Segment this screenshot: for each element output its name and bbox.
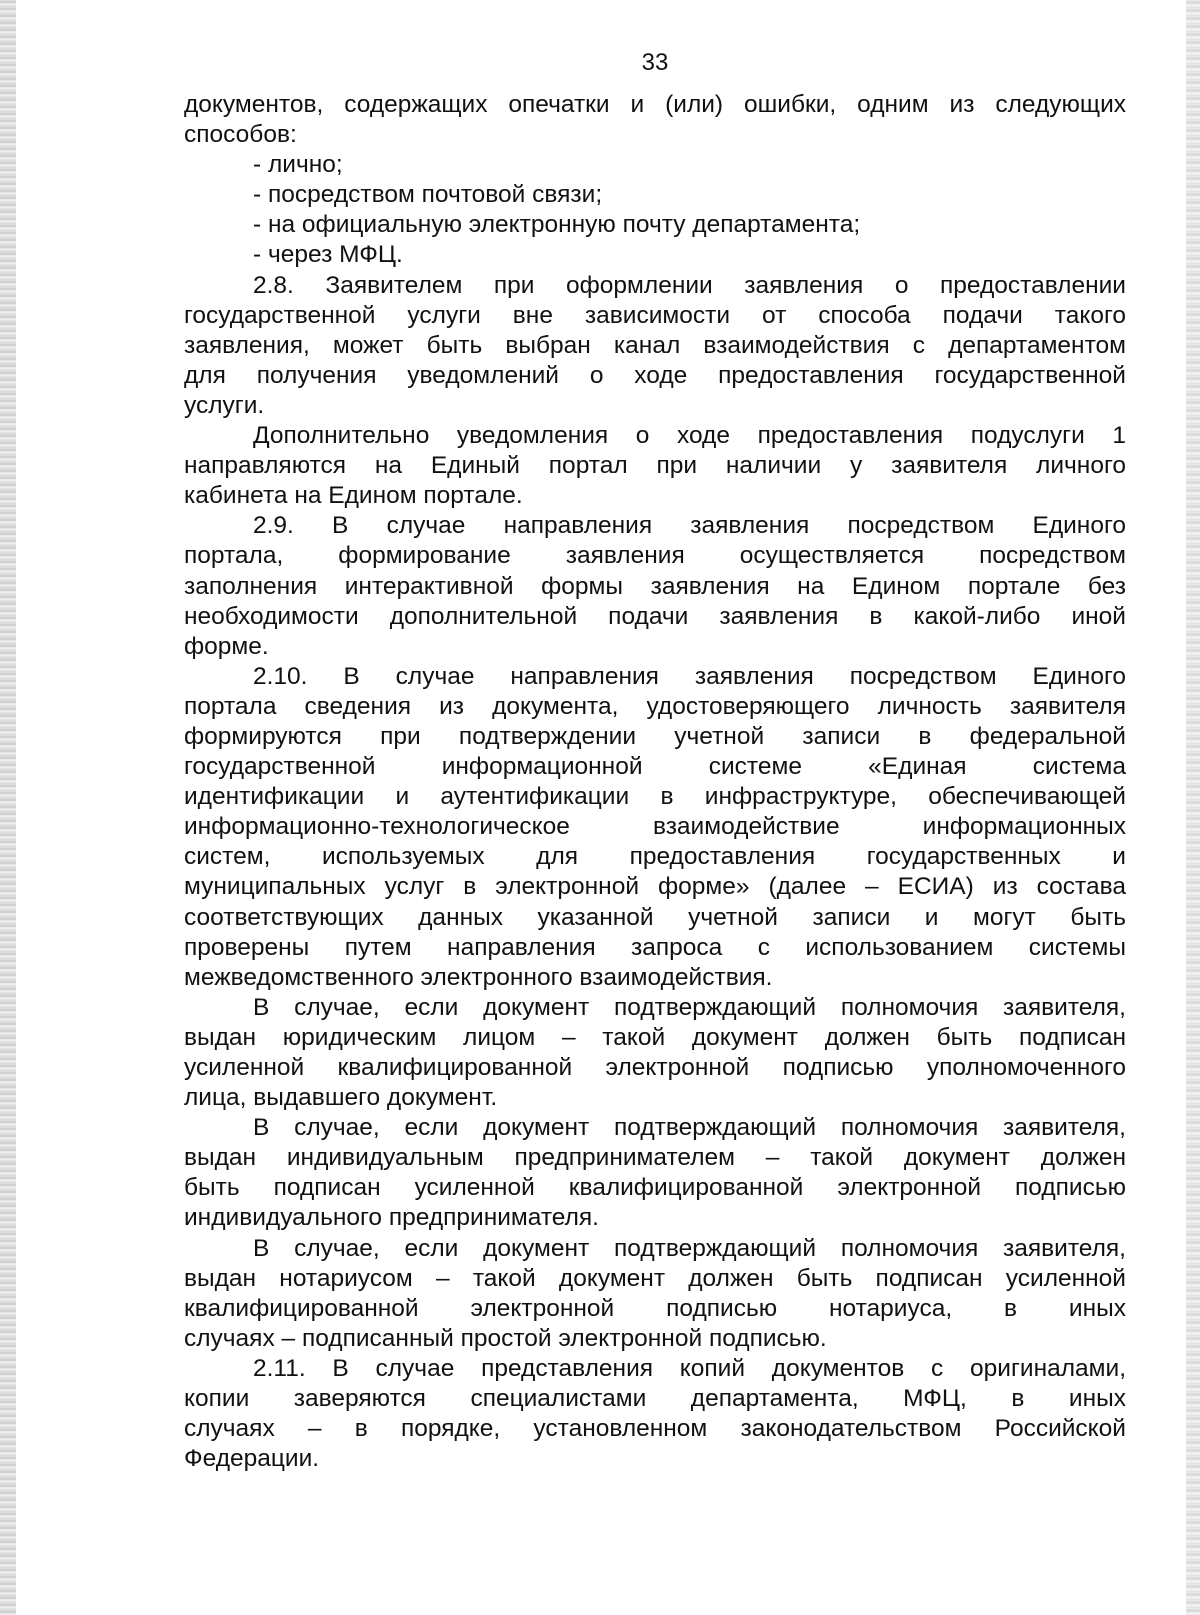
text-line: индивидуального предпринимателя. bbox=[184, 1204, 599, 1232]
list-item: - лично; bbox=[253, 151, 343, 179]
document-page bbox=[184, 48, 1126, 1474]
text-line: соответствующих данных указанной учетной записи и могут быть bbox=[184, 903, 1126, 931]
text-line: заявления, может быть выбран канал взаимодействия с департаментом bbox=[184, 331, 1126, 359]
text-line: информационно-технологическое взаимодействие информационных bbox=[184, 813, 1126, 841]
text-line: усиленной квалифицированной электронной подписью уполномоченного bbox=[184, 1054, 1126, 1081]
text-line: Дополнительно уведомления о ходе предоставления подуслуги 1 bbox=[253, 422, 1126, 450]
text-line: выдан юридическим лицом – такой документ должен быть подписан bbox=[184, 1023, 1126, 1051]
text-line: способов: bbox=[184, 121, 297, 149]
text-line: портала, формирование заявления осуществляется посредством bbox=[184, 542, 1126, 570]
page-number: 33 bbox=[641, 49, 669, 76]
text-line: лица, выдавшего документ. bbox=[184, 1084, 498, 1112]
list-item: - на официальную электронную почту департамента; bbox=[253, 211, 861, 239]
text-line: формируются при подтверждении учетной записи в федеральной bbox=[184, 722, 1126, 750]
text-line: В случае, если документ подтверждающий полномочия заявителя, bbox=[253, 993, 1126, 1021]
text-line: выдан индивидуальным предпринимателем – такой документ должен bbox=[184, 1144, 1126, 1172]
text-line: направляются на Единый портал при наличии у заявителя личного bbox=[184, 452, 1126, 480]
text-line: государственной информационной системе «Единая система bbox=[184, 753, 1126, 781]
document-body bbox=[184, 90, 1126, 1474]
text-line: портала сведения из документа, удостоверяющего личность заявителя bbox=[184, 692, 1126, 720]
text-line: заполнения интерактивной формы заявления на Едином портале без bbox=[184, 572, 1126, 600]
text-line: быть подписан усиленной квалифицированной электронной подписью bbox=[184, 1174, 1126, 1202]
text-line: 2.10. В случае направления заявления посредством Единого bbox=[253, 662, 1126, 690]
text-line: форме. bbox=[184, 632, 269, 660]
text-line: для получения уведомлений о ходе предоставления государственной bbox=[184, 361, 1126, 389]
text-line: квалифицированной электронной подписью нотариуса, в иных bbox=[184, 1294, 1126, 1322]
text-line: выдан нотариусом – такой документ должен быть подписан усиленной bbox=[184, 1264, 1126, 1292]
text-line: В случае, если документ подтверждающий полномочия заявителя, bbox=[253, 1114, 1126, 1142]
text-line: услуги. bbox=[184, 391, 265, 419]
text-line: 2.8. Заявителем при оформлении заявления о предоставлении bbox=[253, 271, 1126, 299]
text-line: В случае, если документ подтверждающий полномочия заявителя, bbox=[253, 1234, 1126, 1262]
text-line: идентификации и аутентификации в инфраструктуре, обеспечивающей bbox=[184, 783, 1126, 811]
text-line: межведомственного электронного взаимодействия. bbox=[184, 963, 773, 991]
text-line: 2.11. В случае представления копий документов с оригиналами, bbox=[253, 1354, 1126, 1382]
scan-edge-right bbox=[1186, 0, 1200, 1615]
text-line: проверены путем направления запроса с использованием системы bbox=[184, 933, 1126, 961]
list-item: - посредством почтовой связи; bbox=[253, 181, 603, 209]
scan-edge-left bbox=[0, 0, 16, 1615]
text-line: систем, используемых для предоставления государственных и bbox=[184, 843, 1126, 871]
text-line: 2.9. В случае направления заявления посредством Единого bbox=[253, 512, 1126, 540]
text-line: копии заверяются специалистами департамента, МФЦ, в иных bbox=[184, 1385, 1126, 1413]
text-line: муниципальных услуг в электронной форме» (далее – ЕСИА) из состава bbox=[184, 873, 1126, 901]
text-line: необходимости дополнительной подачи заявления в какой-либо иной bbox=[184, 602, 1126, 630]
list-item: - через МФЦ. bbox=[253, 241, 403, 269]
text-line: случаях – в порядке, установленном законодательством Российской bbox=[184, 1415, 1126, 1443]
text-line: Федерации. bbox=[184, 1445, 320, 1473]
text-line: кабинета на Едином портале. bbox=[184, 482, 523, 510]
text-line: случаях – подписанный простой электронной подписью. bbox=[184, 1324, 827, 1352]
text-line: государственной услуги вне зависимости от способа подачи такого bbox=[184, 301, 1126, 329]
text-line: документов, содержащих опечатки и (или) ошибки, одним из следующих bbox=[184, 91, 1126, 118]
